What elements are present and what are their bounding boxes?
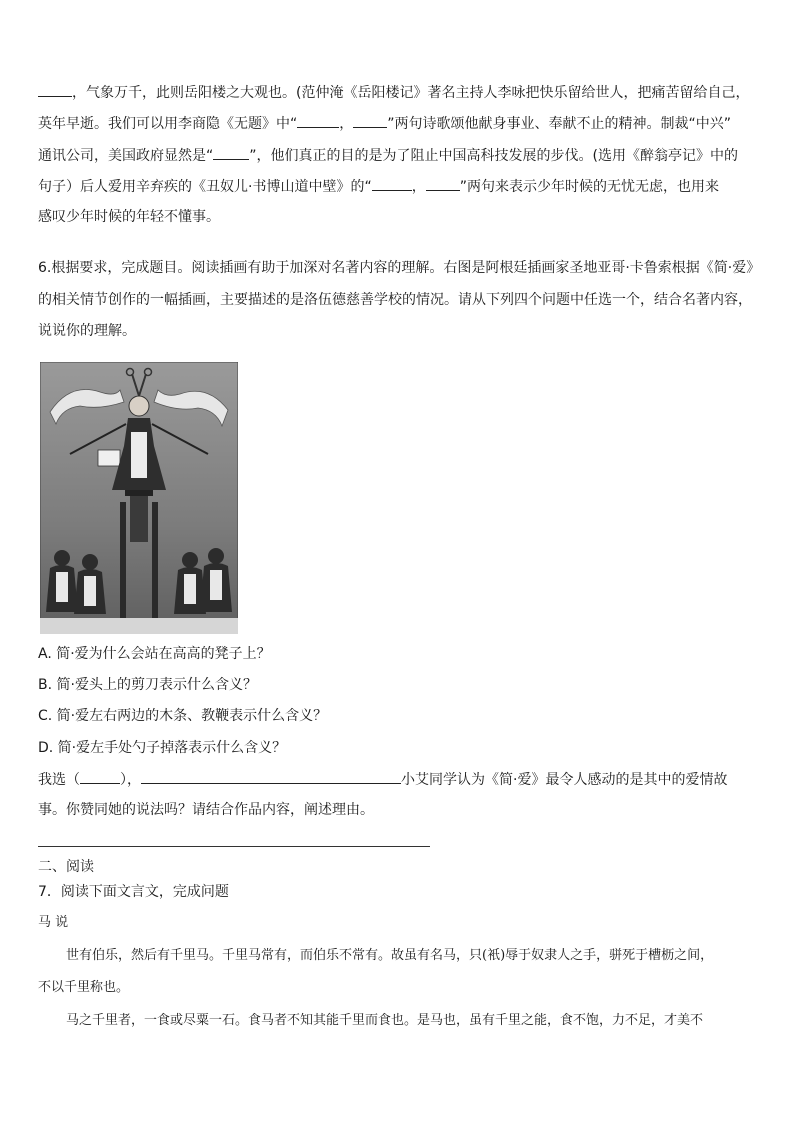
q6-prompt-line-2: 的相关情节创作的一幅插画，主要描述的是洛伍德慈善学校的情况。请从下列四个问题中任选一个，结合名著内容，	[38, 292, 752, 308]
jane-eyre-illustration	[40, 362, 238, 634]
answer-line-2: 事。你赞同她的说法吗？请结合作品内容，阐述理由。	[38, 802, 374, 818]
q6-prompt-line-3: 说说你的理解。	[38, 323, 136, 339]
option-d: D. 简·爱左手处勺子掉落表示什么含义？	[38, 740, 287, 756]
section-heading: 二、阅读	[38, 859, 94, 875]
option-c: C. 简·爱左右两边的木条、教鞭表示什么含义？	[38, 708, 328, 724]
fill-blank[interactable]	[353, 113, 387, 128]
passage-line-4: 句子）后人爱用辛弃疾的《丑奴儿·书博山道中壁》的“ ， ”两句来表示少年时候的无忧无虑，也用来	[38, 176, 719, 197]
choice-blank[interactable]	[80, 769, 120, 784]
passage-line-1: ，气象万千，此则岳阳楼之大观也。(范仲淹《岳阳楼记》著名主持人李咏把快乐留给世人，把痛苦留给自己，	[38, 82, 749, 103]
answer-line: 我选（ ）， 小艾同学认为《简·爱》最令人感动的是其中的爱情故	[38, 769, 727, 790]
fill-blank[interactable]	[372, 176, 412, 191]
fill-blank[interactable]	[297, 113, 339, 128]
classical-p1-line-1: 世有伯乐，然后有千里马。千里马常有，而伯乐不常有。故虽有名马，只(衹)辱于奴隶人之手，骈死于槽枥之间，	[66, 948, 714, 963]
q7-prompt: 7．阅读下面文言文，完成问题	[38, 884, 229, 900]
option-a: A. 简·爱为什么会站在高高的凳子上？	[38, 646, 271, 662]
fill-blank[interactable]	[426, 176, 460, 191]
classical-text-title: 马 说	[38, 915, 69, 930]
fill-blank[interactable]	[213, 145, 249, 160]
answer-rule[interactable]	[38, 846, 430, 847]
q6-prompt-line-1: 6.根据要求，完成题目。阅读插画有助于加深对名著内容的理解。右图是阿根廷插画家圣地亚哥·卡鲁索根据《简·爱》	[38, 260, 761, 276]
classical-p2-line-1: 马之千里者，一食或尽粟一石。食马者不知其能千里而食也。是马也，虽有千里之能，食不饱，力不足，才美不	[66, 1013, 704, 1028]
option-b: B. 简·爱头上的剪刀表示什么含义？	[38, 677, 257, 693]
passage-line-3: 通讯公司，美国政府显然是“ ”，他们真正的目的是为了阻止中国高科技发展的步伐。(选用《醉翁亭记》中的	[38, 145, 738, 166]
passage-line-2: 英年早逝。我们可以用李商隐《无题》中“ ， ”两句诗歌颂他献身事业、奉献不止的精神。制裁“中兴”	[38, 113, 731, 134]
fill-blank[interactable]	[38, 82, 72, 97]
passage-line-5: 感叹少年时候的年轻不懂事。	[38, 209, 220, 225]
classical-p1-line-2: 不以千里称也。	[38, 980, 130, 995]
reason-blank[interactable]	[141, 769, 401, 784]
